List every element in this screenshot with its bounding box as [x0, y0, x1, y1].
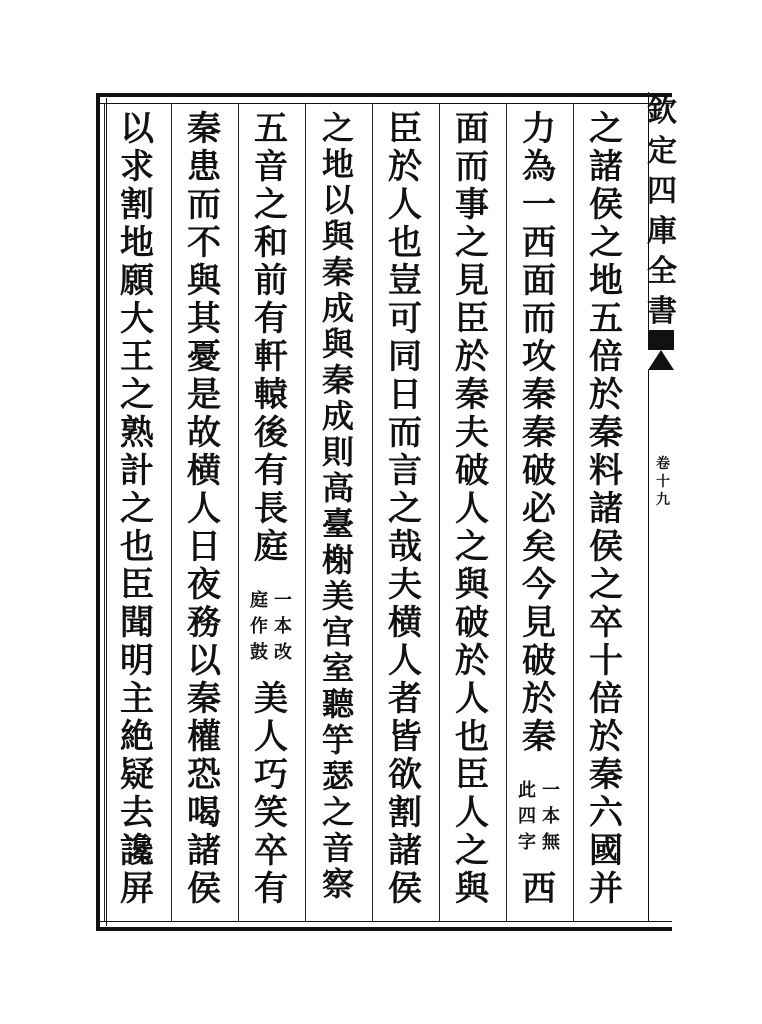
text-char: 人 — [455, 679, 489, 719]
text-char: 疑 — [120, 755, 154, 795]
text-char: 秦 — [321, 253, 354, 291]
text-char: 與 — [455, 565, 489, 605]
text-char: 面 — [522, 261, 556, 301]
text-char: 音 — [254, 147, 288, 187]
frame-inner-top — [96, 103, 672, 104]
annotation-char: 字 — [518, 832, 536, 853]
text-char: 而 — [388, 413, 422, 453]
text-char: 前 — [254, 261, 288, 301]
text-char: 之 — [120, 489, 154, 529]
annotation-char: 本 — [274, 616, 292, 637]
annotation-char: 本 — [542, 806, 560, 827]
text-char: 之 — [589, 223, 623, 263]
volume-label-char: 九 — [656, 492, 670, 508]
text-char: 卒 — [589, 603, 623, 643]
annotation-char: 此 — [518, 780, 536, 801]
text-char: 是 — [187, 375, 221, 415]
annotation-note — [250, 566, 292, 680]
text-char: 和 — [254, 223, 288, 263]
text-char: 與 — [321, 325, 354, 363]
text-char: 一 — [522, 185, 556, 225]
text-char: 秦 — [522, 413, 556, 453]
column-rule — [439, 103, 440, 921]
annotation-char: 一 — [274, 590, 292, 611]
text-char: 計 — [120, 451, 154, 491]
text-char: 以 — [187, 641, 221, 681]
text-char: 故 — [187, 413, 221, 453]
text-char: 有 — [254, 451, 288, 491]
text-char: 豈 — [388, 261, 422, 301]
text-char: 五 — [589, 299, 623, 339]
annotation-char: 四 — [518, 806, 536, 827]
text-char: 夫 — [388, 565, 422, 605]
text-char: 地 — [120, 223, 154, 263]
text-char: 日 — [187, 527, 221, 567]
text-char: 今 — [522, 565, 556, 605]
column-rule — [573, 103, 574, 921]
text-char: 見 — [522, 603, 556, 643]
column-rule — [305, 103, 306, 921]
text-char: 破 — [455, 451, 489, 491]
text-char: 臣 — [120, 565, 154, 605]
text-char: 日 — [388, 375, 422, 415]
text-char: 也 — [120, 527, 154, 567]
text-column — [242, 110, 300, 908]
text-char: 國 — [589, 831, 623, 871]
text-char: 患 — [187, 147, 221, 187]
text-char: 也 — [388, 223, 422, 263]
text-char: 軒 — [254, 337, 288, 377]
column-rule — [104, 103, 105, 921]
text-column — [376, 110, 434, 908]
column-rule — [506, 103, 507, 921]
text-char: 夫 — [455, 413, 489, 453]
annotation-char: 庭 — [250, 590, 268, 611]
text-char: 憂 — [187, 337, 221, 377]
text-char: 竽 — [321, 721, 354, 759]
text-char: 諸 — [589, 147, 623, 187]
text-char: 侯 — [589, 185, 623, 225]
text-char: 之 — [589, 109, 623, 149]
annotation-subcolumn — [274, 584, 292, 662]
text-char: 割 — [388, 793, 422, 833]
column-rule — [171, 103, 172, 921]
text-char: 割 — [120, 185, 154, 225]
text-char: 人 — [187, 489, 221, 529]
text-char: 大 — [120, 299, 154, 339]
text-char: 之 — [589, 565, 623, 605]
text-char: 去 — [120, 793, 154, 833]
annotation-subcolumn — [250, 584, 268, 662]
text-char: 務 — [187, 603, 221, 643]
text-char: 者 — [388, 679, 422, 719]
text-char: 諸 — [388, 831, 422, 871]
text-char: 秦 — [589, 755, 623, 795]
text-char: 矣 — [522, 527, 556, 567]
text-char: 秦 — [187, 109, 221, 149]
text-column — [175, 110, 233, 908]
text-char: 不 — [187, 223, 221, 263]
text-char: 破 — [522, 451, 556, 491]
text-column — [510, 110, 568, 908]
volume-label-char: 十 — [656, 474, 670, 490]
margin-title-char: 定 — [647, 134, 677, 169]
text-char: 與 — [321, 217, 354, 255]
text-char: 人 — [455, 793, 489, 833]
text-char: 以 — [321, 181, 354, 219]
text-char: 笑 — [254, 793, 288, 833]
margin-title-char: 書 — [647, 294, 677, 329]
text-char: 破 — [455, 603, 489, 643]
text-char: 秦 — [522, 717, 556, 757]
text-char: 宫 — [321, 613, 354, 651]
text-char: 之 — [321, 793, 354, 831]
text-char: 倍 — [589, 337, 623, 377]
text-char: 王 — [120, 337, 154, 377]
text-char: 秦 — [455, 375, 489, 415]
text-char: 有 — [254, 299, 288, 339]
text-char: 秦 — [187, 679, 221, 719]
text-char: 聞 — [120, 603, 154, 643]
text-char: 并 — [589, 869, 623, 909]
text-char: 之 — [388, 489, 422, 529]
text-char: 權 — [187, 717, 221, 757]
text-char: 庭 — [254, 527, 288, 567]
text-column — [443, 110, 501, 908]
text-char: 哉 — [388, 527, 422, 567]
text-char: 與 — [455, 869, 489, 909]
text-char: 絶 — [120, 717, 154, 757]
text-char: 人 — [388, 185, 422, 225]
text-char: 則 — [321, 433, 354, 471]
text-char: 十 — [589, 641, 623, 681]
text-char: 求 — [120, 147, 154, 187]
text-char: 屏 — [120, 869, 154, 909]
annotation-char: 鼓 — [250, 642, 268, 663]
text-char: 高 — [321, 469, 354, 507]
annotation-char: 改 — [274, 642, 292, 663]
margin-title-char: 欽 — [647, 94, 677, 129]
text-char: 願 — [120, 261, 154, 301]
margin-title-char: 庫 — [647, 214, 677, 249]
text-char: 力 — [522, 109, 556, 149]
text-char: 其 — [187, 299, 221, 339]
text-char: 之 — [120, 375, 154, 415]
annotation-subcolumn — [518, 774, 536, 852]
frame-inner-left — [106, 98, 107, 926]
text-char: 也 — [455, 717, 489, 757]
text-char: 可 — [388, 299, 422, 339]
text-char: 之 — [455, 831, 489, 871]
text-char: 人 — [455, 489, 489, 529]
text-char: 地 — [589, 261, 623, 301]
text-char: 明 — [120, 641, 154, 681]
text-char: 有 — [254, 869, 288, 909]
text-char: 聽 — [321, 685, 354, 723]
text-char: 横 — [388, 603, 422, 643]
text-char: 之 — [455, 527, 489, 567]
text-char: 地 — [321, 145, 354, 183]
text-char: 面 — [455, 109, 489, 149]
text-char: 五 — [254, 109, 288, 149]
text-char: 臣 — [455, 299, 489, 339]
text-char: 讒 — [120, 831, 154, 871]
text-char: 後 — [254, 413, 288, 453]
text-char: 必 — [522, 489, 556, 529]
margin-title-char: 全 — [647, 254, 677, 289]
fishtail-cut — [648, 350, 674, 370]
text-char: 長 — [254, 489, 288, 529]
text-char: 於 — [455, 641, 489, 681]
text-char: 西 — [522, 223, 556, 263]
text-char: 人 — [388, 641, 422, 681]
text-char: 於 — [455, 337, 489, 377]
text-char: 侯 — [388, 869, 422, 909]
text-char: 察 — [321, 865, 354, 903]
text-char: 秦 — [589, 413, 623, 453]
text-char: 攻 — [522, 337, 556, 377]
frame-inner-bottom — [96, 921, 672, 922]
text-char: 之 — [321, 109, 354, 147]
text-char: 室 — [321, 649, 354, 687]
text-char: 以 — [120, 109, 154, 149]
annotation-char: 一 — [542, 780, 560, 801]
text-char: 皆 — [388, 717, 422, 757]
text-char: 恐 — [187, 755, 221, 795]
column-rule — [372, 103, 373, 921]
text-char: 人 — [254, 717, 288, 757]
text-column — [309, 110, 367, 902]
text-char: 料 — [589, 451, 623, 491]
column-rule — [238, 103, 239, 921]
volume-label — [656, 455, 670, 509]
annotation-char: 作 — [250, 616, 268, 637]
volume-label-char: 卷 — [656, 456, 670, 472]
text-column — [108, 110, 166, 908]
text-char: 而 — [522, 299, 556, 339]
text-char: 之 — [455, 223, 489, 263]
annotation-subcolumn — [542, 774, 560, 852]
text-char: 諸 — [187, 831, 221, 871]
annotation-note — [518, 756, 560, 870]
margin-title-char: 四 — [647, 174, 677, 209]
text-char: 侯 — [589, 527, 623, 567]
text-char: 夜 — [187, 565, 221, 605]
text-char: 轅 — [254, 375, 288, 415]
text-char: 於 — [589, 375, 623, 415]
text-char: 之 — [254, 185, 288, 225]
text-char: 言 — [388, 451, 422, 491]
text-char: 音 — [321, 829, 354, 867]
text-char: 侯 — [187, 869, 221, 909]
text-char: 熟 — [120, 413, 154, 453]
text-char: 而 — [187, 185, 221, 225]
text-char: 於 — [589, 717, 623, 757]
text-char: 美 — [254, 679, 288, 719]
text-char: 巧 — [254, 755, 288, 795]
text-char: 與 — [187, 261, 221, 301]
text-char: 瑟 — [321, 757, 354, 795]
text-char: 秦 — [522, 375, 556, 415]
text-char: 横 — [187, 451, 221, 491]
text-char: 卒 — [254, 831, 288, 871]
text-char: 臣 — [455, 755, 489, 795]
text-char: 臣 — [388, 109, 422, 149]
text-char: 而 — [455, 147, 489, 187]
text-char: 見 — [455, 261, 489, 301]
text-char: 美 — [321, 577, 354, 615]
text-char: 西 — [522, 869, 556, 909]
annotation-char: 無 — [542, 832, 560, 853]
text-char: 榭 — [321, 541, 354, 579]
text-char: 同 — [388, 337, 422, 377]
text-char: 秦 — [321, 361, 354, 399]
text-char: 成 — [321, 289, 354, 327]
text-char: 主 — [120, 679, 154, 719]
text-char: 事 — [455, 185, 489, 225]
text-char: 諸 — [589, 489, 623, 529]
text-char: 臺 — [321, 505, 354, 543]
text-char: 破 — [522, 641, 556, 681]
text-char: 倍 — [589, 679, 623, 719]
margin-title — [647, 92, 677, 332]
text-char: 欲 — [388, 755, 422, 795]
text-char: 於 — [522, 679, 556, 719]
text-char: 成 — [321, 397, 354, 435]
text-char: 喝 — [187, 793, 221, 833]
text-char: 為 — [522, 147, 556, 187]
text-column — [577, 110, 635, 908]
text-char: 於 — [388, 147, 422, 187]
text-char: 六 — [589, 793, 623, 833]
